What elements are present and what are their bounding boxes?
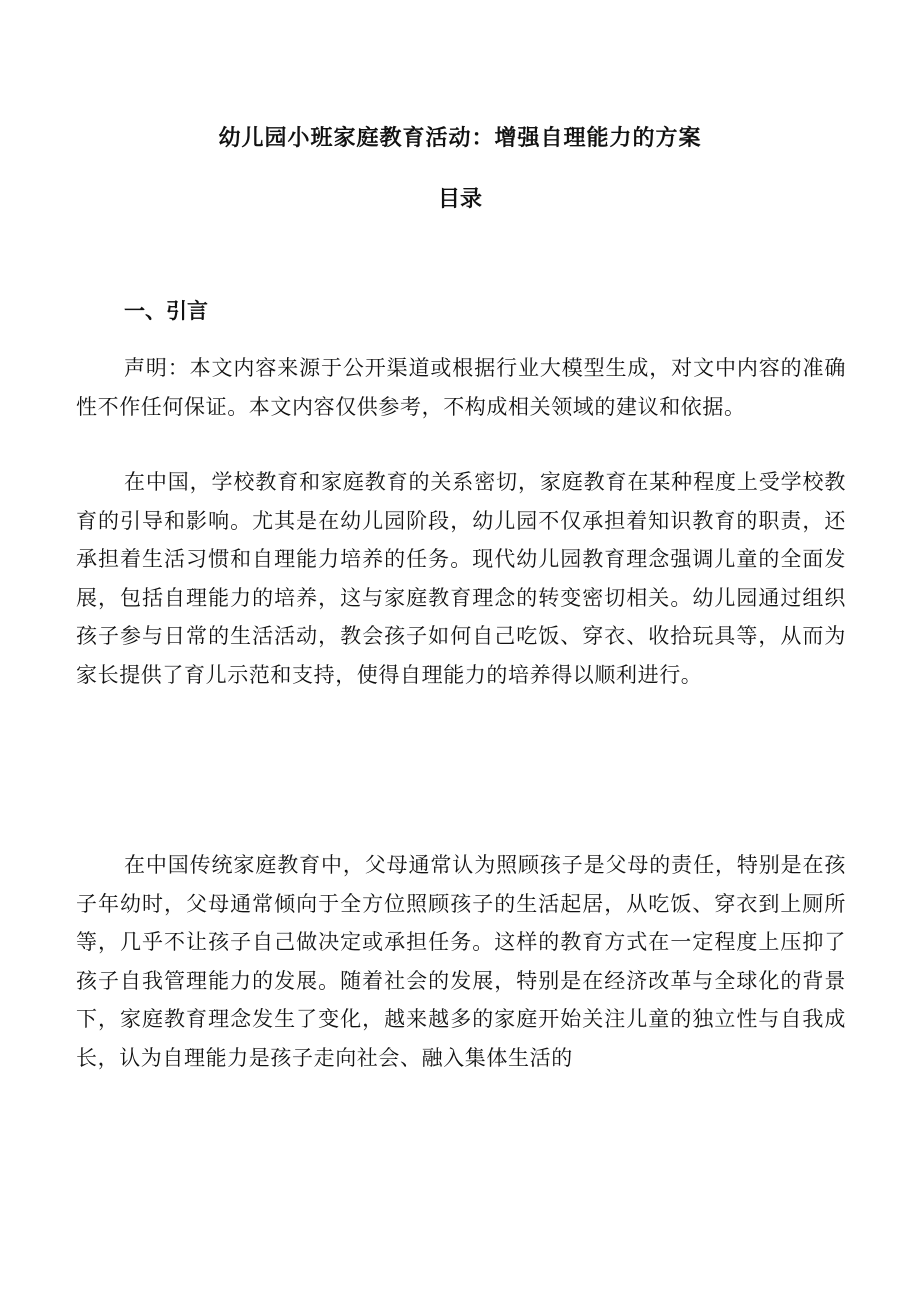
body-paragraph: 在中国传统家庭教育中，父母通常认为照顾孩子是父母的责任，特别是在孩子年幼时，父母通常倾向于全方位照顾孩子的生活起居，从吃饭、穿衣到上厕所等，几乎不让孩子自己做决定或承担任务。这样的教育方式在一定程度上压抑了孩子自我管理能力的发展。随着社会的发展，特别是在经济改革与全球化的背景下，家庭教育理念发生了变化，越来越多的家庭开始关注儿童的独立性与自我成长，认为自理能力是孩子走向社会、融入集体生活的: [76, 853, 846, 1070]
disclaimer-paragraph: 声明：本文内容来源于公开渠道或根据行业大模型生成，对文中内容的准确性不作任何保证。本文内容仅供参考，不构成相关领域的建议和依据。: [76, 356, 846, 419]
section-heading-introduction: 一、引言: [124, 298, 208, 323]
body-paragraph: 在中国，学校教育和家庭教育的关系密切，家庭教育在某种程度上受学校教育的引导和影响。尤其是在幼儿园阶段，幼儿园不仅承担着知识教育的职责，还承担着生活习惯和自理能力培养的任务。现代幼儿园教育理念强调儿童的全面发展，包括自理能力的培养，这与家庭教育理念的转变密切相关。幼儿园通过组织孩子参与日常的生活活动，教会孩子如何自己吃饭、穿衣、收拾玩具等，从而为家长提供了育儿示范和支持，使得自理能力的培养得以顺利进行。: [76, 470, 846, 687]
toc-heading: 目录: [437, 187, 482, 212]
document-title: 幼儿园小班家庭教育活动：增强自理能力的方案: [218, 126, 702, 151]
